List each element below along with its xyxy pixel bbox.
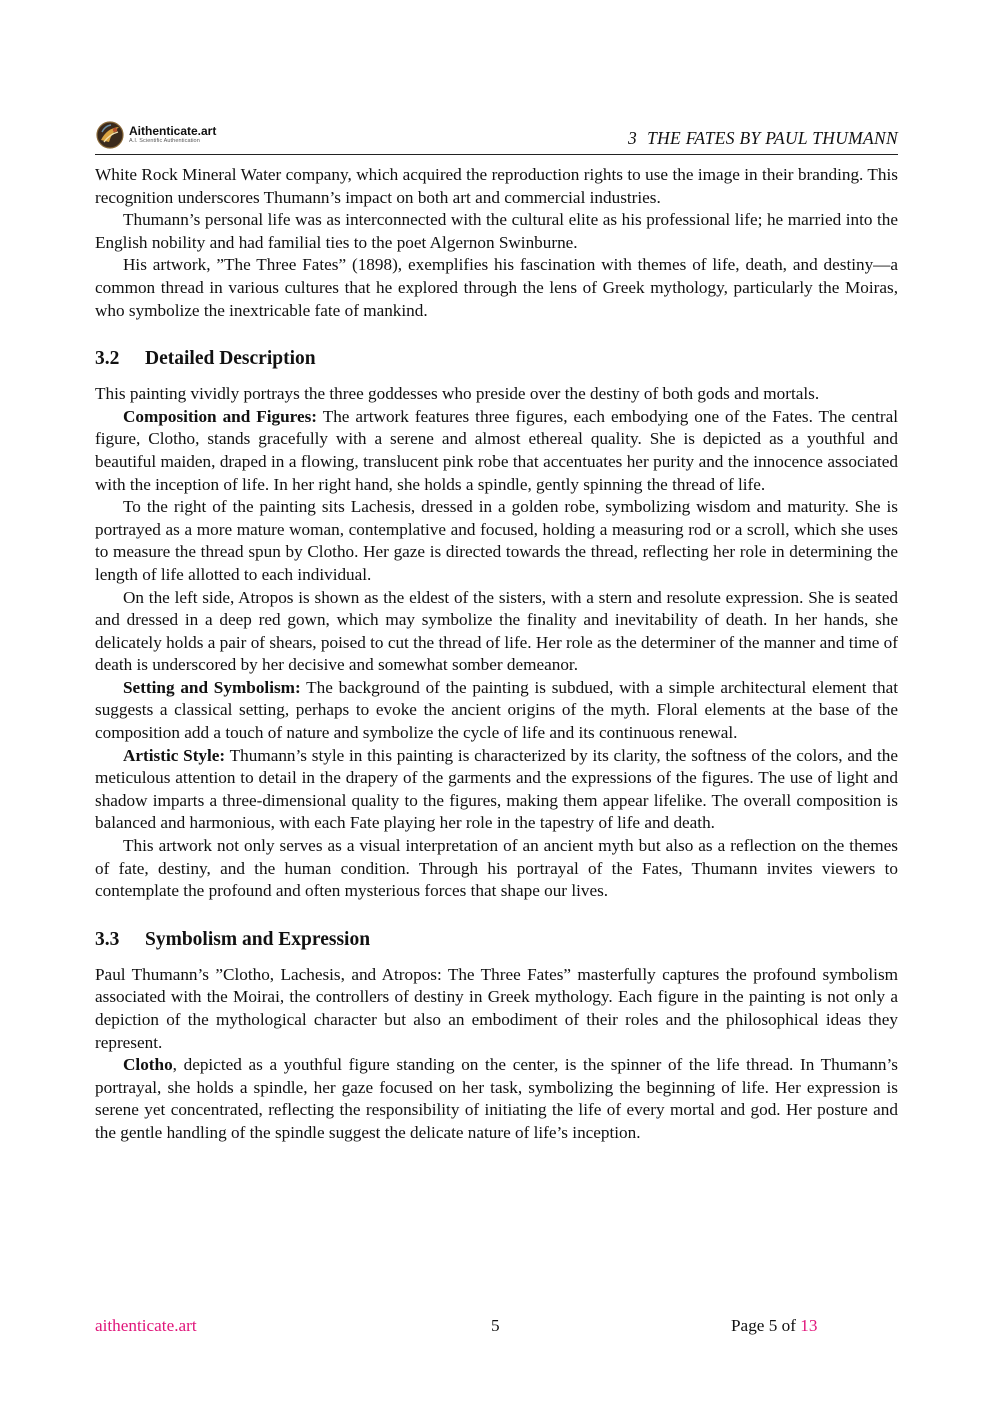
paragraph	[95, 1054, 898, 1144]
paragraph: On the left side, Atropos is shown as the eldest of the sisters, with a stern and resolute expression. She is seated and dressed in a deep red gown, which may symbolize the finality and inevitability of death. In her hands, she delicately holds a pair of shears, poised to cut the thread of life. Her role as the determiner of the manner and time of death is underscored by her decisive and somewhat somber demeanor.	[95, 587, 898, 675]
paragraph: His artwork, ”The Three Fates” (1898), exemplifies his fascination with themes of life, death, and destiny—a common thread in various cultures that he explored through the lens of Greek mythology, particularly the Moiras, who symbolize the inextricable fate of mankind.	[95, 255, 898, 320]
footer-page-count	[731, 1316, 817, 1336]
paragraph: White Rock Mineral Water company, which acquired the reproduction rights to use the image in their branding. This recognition underscores Thumann’s impact on both art and commercial industries.	[95, 165, 898, 207]
logo-name: Aithenticate.art	[129, 124, 217, 139]
paragraph: This artwork not only serves as a visual interpretation of an ancient myth but also as a reflection on the themes of fate, destiny, and the human condition. Through his portrayal of the Fates, Thumann invites viewers to contemplate the profound and often mysterious forces that shape our lives.	[95, 836, 898, 901]
section-number: 3.3	[95, 928, 120, 950]
paragraph-text: Thumann’s style in this painting is characterized by its clarity, the softness of the colors, and the meticulous attention to detail in the drapery of the garments and the expressions of the figures. The use of light and shadow imparts a three-dimensional quality to the figures, making them appear lifelike. The overall composition is balanced and harmonious, with each Fate playing her role in the tapestry of life and death.	[95, 745, 898, 833]
footer-page-number: 5	[491, 1316, 500, 1335]
paragraph-lead: Setting and Symbolism:	[123, 677, 301, 697]
running-head-title: THE FATES BY PAUL THUMANN	[647, 128, 898, 148]
section-heading	[95, 928, 898, 952]
paragraph-text: The background of the painting is subdued, with a simple architectural element that suggests a classical setting, perhaps to evoke the ancient origins of the myth. Floral elements at the base of the composition add a touch of nature and symbolize the cycle of life and its continuous renewal.	[95, 677, 898, 743]
paragraph	[95, 745, 898, 835]
paragraph	[95, 677, 898, 745]
page-footer	[95, 1316, 898, 1340]
page-header	[95, 118, 898, 155]
running-head	[628, 128, 898, 149]
section-title: Detailed Description	[145, 348, 316, 370]
page-count-prefix: Page 5 of	[731, 1316, 796, 1335]
paragraph-text: , depicted as a youthful figure standing on the center, is the spinner of the life thread. In Thumann’s portrayal, she holds a spindle, her gaze focused on her task, symbolizing the beginning of life. Her expression is serene yet concentrated, reflecting the responsibility of initiating the life of every mortal and god. Her posture and the gentle handling of the spindle suggest the delicate nature of life’s inception.	[95, 1055, 898, 1142]
page-count-total[interactable]: 13	[800, 1316, 818, 1335]
paragraph: Paul Thumann’s ”Clotho, Lachesis, and Atropos: The Three Fates” masterfully captures the profound symbolism associated with the Moirai, the controllers of destiny in Greek mythology. Each figure in the painting is not only a depiction of the mythological character but also an embodiment of their roles and the philosophical ideas they represent.	[95, 964, 898, 1052]
paragraph-lead: Composition and Figures:	[123, 406, 318, 426]
running-head-number: 3	[628, 128, 638, 148]
paragraph: Thumann’s personal life was as interconnected with the cultural elite as his professional life; he married into the English nobility and had familial ties to the poet Algernon Swinburne.	[95, 210, 898, 252]
logo-tagline: A.I. Scientific Authentication	[129, 138, 200, 145]
section-heading	[95, 347, 898, 371]
logo[interactable]	[95, 120, 216, 150]
page-content	[95, 164, 898, 1145]
paragraph: To the right of the painting sits Lachesis, dressed in a golden robe, symbolizing wisdom and maturity. She is portrayed as a more mature woman, contemplative and focused, holding a measuring rod or a scroll, which she uses to measure the thread spun by Clotho. Her gaze is directed towards the thread, reflecting her role in determining the length of life allotted to each individual.	[95, 497, 898, 584]
logo-text	[129, 125, 216, 145]
paragraph-lead: Clotho	[123, 1055, 173, 1075]
paragraph	[95, 406, 898, 496]
paragraph: This painting vividly portrays the three goddesses who preside over the destiny of both gods and mortals.	[95, 384, 820, 404]
section-number: 3.2	[95, 348, 120, 370]
footer-site-link[interactable]: aithenticate.art	[95, 1316, 197, 1335]
paragraph-lead: Artistic Style:	[123, 745, 226, 765]
section-title: Symbolism and Expression	[145, 928, 371, 950]
paragraph-text: The artwork features three figures, each embodying one of the Fates. The central figure, Clotho, stands gracefully with a serene and almost ethereal quality. She is depicted as a youthful and beautiful maiden, draped in a flowing, translucent pink robe that accentuates her purity and the innocence associated with the inception of life. In her right hand, she holds a spindle, gently spinning the thread of life.	[95, 406, 898, 494]
aithenticate-logo-icon	[95, 120, 125, 150]
